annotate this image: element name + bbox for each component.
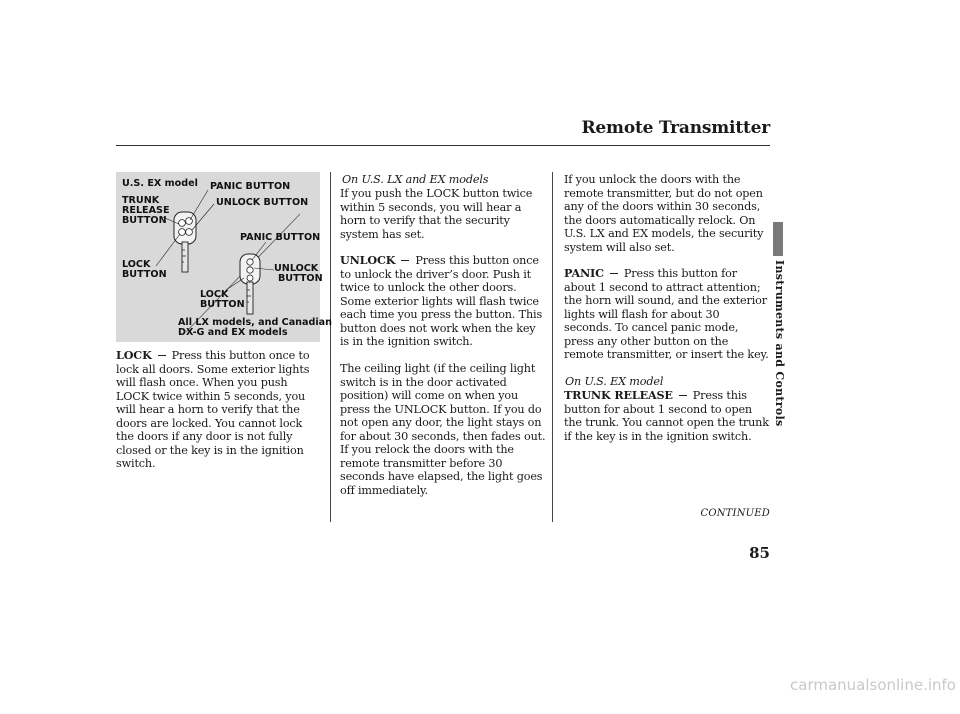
continued-marker: CONTINUED [700,508,770,519]
page-title: Remote Transmitter [581,118,770,138]
unlock-term: UNLOCK [340,253,396,267]
em-dash [610,273,618,274]
ceiling-light-paragraph: The ceiling light (if the ceiling light switch is in the door activated position) will come on when you press the UNLOCK button. If you do not open any door, the light stays on for about 30 seconds, then fades out. If you relock the doors with the remote transmitter before 30 seconds have elapsed, the light goes off immediately. [340,362,546,497]
panic-description: Press this button for about 1 second to attract attention; the horn will sound, and the exterior lights will flash for about 30 seconds. To cancel panic mode, press any other button on the remote transmitter, or insert the key. [564,267,769,361]
lock-paragraph [116,349,322,471]
security-paragraph: If you push the LOCK button twice within 5 seconds, you will hear a horn to verify that the security system has set. [340,187,533,241]
trunk-release-description: Press this button for about 1 second to open the trunk. You cannot open the trunk if the key is in the ignition switch. [564,389,769,443]
relock-paragraph: If you unlock the doors with the remote transmitter, but do not open any of the doors within 30 seconds, the doors automatically relock. On U.S. LX and EX models, the security system will also set. [564,173,764,254]
trunk-release-term: TRUNK RELEASE [564,388,673,402]
lock-description: Press this button once to lock all doors. Some exterior lights will flash once. When you push LOCK twice within 5 seconds, you will hear a horn to verify that the doors are locked. You cannot lock the doors if any door is not fully closed or the key is in the ignition switch. [116,349,310,470]
heading-us-ex-model: On U.S. EX model [565,375,664,388]
figure-label-lock-button-lx: LOCK BUTTON [200,289,245,310]
watermark-text: carmanualsonline.info [790,676,956,694]
unlock-description: Press this button once to unlock the driver’s door. Push it twice to unlock the other doors. Some exterior lights will flash twice each time you press the button. This button does not work when the key is in the ignition switch. [340,254,543,348]
key-fob-ex [174,212,196,272]
unlock-paragraph [340,254,546,349]
page-number: 85 [749,544,770,562]
section-side-label: Instruments and Controls [773,260,786,427]
figure-label-unlock-button-ex: UNLOCK BUTTON [216,197,309,208]
figure-caption-models: All LX models, and Canadian DX-G and EX models [178,317,332,338]
title-rule [116,145,770,146]
figure-label-us-ex-model: U.S. EX model [122,178,198,189]
heading-us-lx-ex-models: On U.S. LX and EX models [342,173,489,186]
em-dash [401,260,409,261]
em-dash [158,355,166,356]
section-tab-marker [773,222,783,256]
column-divider-2 [552,172,553,522]
panic-term: PANIC [564,266,604,280]
trunk-release-paragraph [564,389,770,443]
figure-label-trunk-release-button: TRUNK RELEASE BUTTON [122,195,170,226]
figure-label-lock-button-ex: LOCK BUTTON [122,259,167,280]
figure-label-unlock-button-lx: UNLOCK BUTTON [274,263,323,284]
em-dash [679,395,687,396]
remote-transmitter-figure [116,172,332,342]
panic-paragraph [564,267,770,362]
lock-term: LOCK [116,348,152,362]
column-divider-1 [330,172,331,522]
figure-label-panic-button-ex: PANIC BUTTON [210,181,291,192]
figure-label-panic-button-lx: PANIC BUTTON [240,232,321,243]
